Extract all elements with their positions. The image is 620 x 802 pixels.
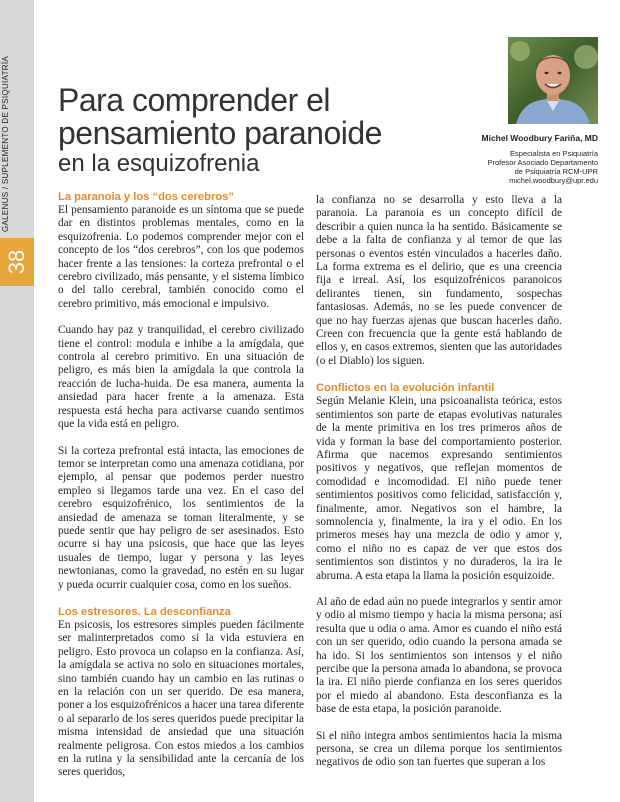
title-line-1: Para comprender el	[58, 82, 331, 118]
paragraph: Cuando hay paz y tranquilidad, el cerebro civilizado tiene el control: modula e inhibe a la amígdala, que controla al cerebro primitivo. En una situación de peligro, es más bien la amígdala la que controla la reacción de lucha-huida. De esa manera, aumenta la ansiedad para hacer frente a la amenaza. Esta respuesta está hecha para activarse cuando sentimos que la vida está en peligro.	[58, 324, 304, 431]
paragraph: Según Melanie Klein, una psicoanalista teórica, estos sentimientos son parte de etapas evolutivas naturales de la mente primitiva en los tres primeros años de vida y forman la base del comportamiento posterior. Afirma que nacemos expresando sentimientos positivos y negativos, que reflejan momentos de comodidad e incomodidad. El niño puede tener sentimientos positivos como felicidad, satisfacción y, finalmente, amor. Negativos son el hambre, la somnolencia y, finalmente, la ira y el odio. En los primeros meses hay una mezcla de odio y amor y, como el niño no es capaz de ver que estos dos sentimientos son distintos y no duraderos, la ira le abruma. A esta etapa la llama la posición esquizoide.	[316, 395, 562, 582]
running-head	[1, 32, 10, 232]
paragraph: Al año de edad aún no puede integrarlos y sentir amor y odio al mismo tiempo y hacia la misma persona; así resulta que u odia o ama. Amor es cuando el niño está con un ser querido, odio cuando la persona amada se ha ido. Si los sentimientos son intensos y el niño percibe que la persona amada lo abandona, se provoca la ira. El niño pierde confianza en los seres queridos por el miedo al abandono. Esta desconfianza es la base de esta etapa, la posición paranoide.	[316, 595, 562, 716]
section-heading: La paranoia y los “dos cerebros”	[58, 191, 234, 203]
article-title	[58, 84, 418, 178]
author-info	[482, 133, 599, 185]
author-title-line: Profesor Asociado Departamento	[487, 158, 598, 167]
page-number: 38	[4, 249, 29, 275]
author-name: Michel Woodbury Fariña, MD	[481, 133, 598, 143]
title-subtitle: en la esquizofrenia	[58, 150, 260, 177]
paragraph: Si la corteza prefrontal está intacta, las emociones de temor se interpretan como una amenaza cotidiana, por ejemplo, al pensar que podemos perder nuestro empleo si llegamos tarde una vez. En el caso del cerebro esquizofrénico, los sentimientos de la ansiedad de amenaza se toman literalmente, y se puede sentir que hay peligro de ser asesinados. Esto ocurre si hay una psicosis, que hace que las leyes usuales de tiempo, lugar y persona y las leyes newtonianas, como la gravedad, no estén en su lugar y pueda ocurrir cualquier cosa, como en los sueños.	[58, 444, 304, 591]
author-title-line: Especialista en Psiquiatría	[510, 149, 598, 158]
title-line-2: pensamiento paranoide	[58, 115, 382, 151]
paragraph: El pensamiento paranoide es un síntoma que se puede dar en distintos problemas mentales, como en la esquizofrenia. Lo podemos comprender mejor con el concepto de los “dos cerebros”, con los que podemos hacer frente a las tensiones: la corteza prefrontal o el cerebro civilizado, más pensante, y el sistema límbico o del tallo cerebral, también conocido como el cerebro primitivo, más emocional e impulsivo.	[58, 204, 304, 310]
author-photo	[508, 37, 598, 124]
author-email: michel.woodbury@upr.edu	[509, 176, 598, 185]
paragraph: la confianza no se desarrolla y esto lleva a la paranoia. La paranoia es un concepto difícil de describir a quien nunca la ha sentido. Básicamente se debe a la falta de confianza y al temor de que las personas o eventos estén vinculados a hacerles daño. La forma extrema es el delirio, que es una creencia fija e irreal. Así, los esquizofrénicos paranoicos delirantes tienen, sin fundamento, sospechas fantasiosas. Además, no se les puede convencer de que no hay fuerzas ajenas que buscan hacerles daño. Creen con frecuencia que la gente está hablando de ellos y, en casos extremos, sienten que las autoridades (o el Diablo) los siguen.	[316, 194, 562, 367]
text-column-right	[316, 194, 562, 770]
paragraph: En psicosis, los estresores simples pueden fácilmente ser malinterpretados como si la vida estuviera en peligro. Esto provoca un colapso en la confianza. Así, la amígdala se activa no solo en situaciones mortales, sino también cuando hay un cambio en las rutinas o en la relación con un ser querido. De esa manera, poner a los esquizofrénicos a hacer una tarea diferente o al separarlo de los seres queridos puede precipitar la misma intensidad de ansiedad que una situación realmente peligrosa. Con estos miedos a los cambios en la rutina y la sensibilidad ante la cercanía de los seres queridos,	[58, 618, 304, 779]
text-column-left	[58, 190, 304, 780]
section-heading: Conflictos en la evolución infantil	[316, 382, 495, 395]
author-portrait-image	[508, 37, 598, 124]
running-head-text: GALENUS / SUPLEMENTO DE PSIQUIATRÍA	[1, 55, 10, 232]
section-heading: Los estresores. La desconfianza	[58, 605, 231, 618]
paragraph: Si el niño integra ambos sentimientos hacia la misma persona, se crea un dilema porque los sentimientos negativos de odio son tan fuertes que superan a los	[316, 729, 562, 769]
author-title-line: de Psiquiatría RCM-UPR	[514, 167, 598, 176]
